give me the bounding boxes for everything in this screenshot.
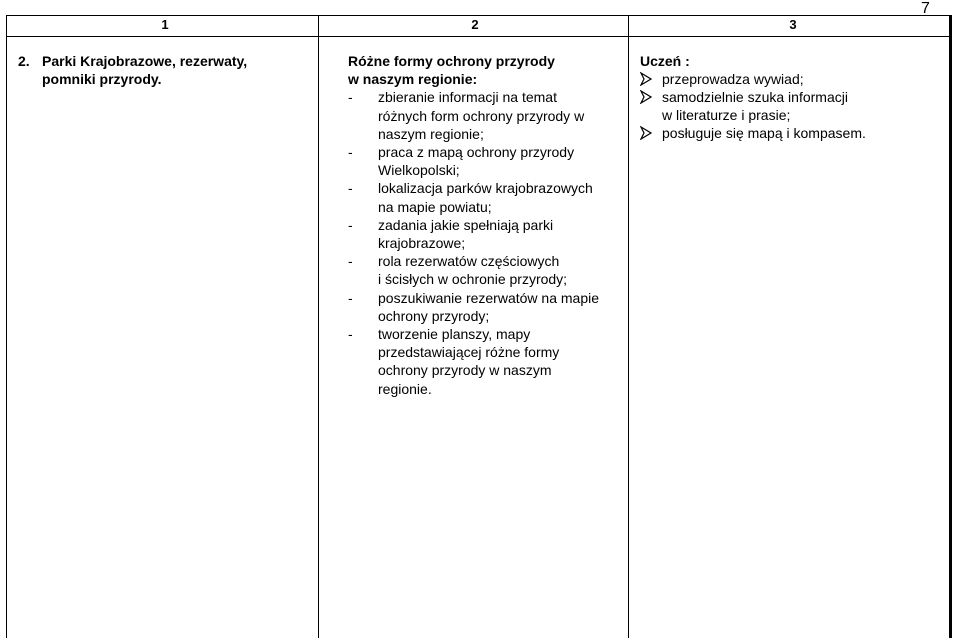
outcome-item [640, 70, 945, 88]
table-right-border [949, 15, 952, 638]
outcomes-cell [640, 52, 945, 142]
activity-item-line: naszym regionie; [378, 125, 484, 142]
activity-item-line: zadania jakie spełniają parki [378, 216, 554, 233]
activity-item-line: tworzenie planszy, mapy [378, 326, 531, 343]
activities-heading-line-1: Różne formy ochrony przyrody [348, 53, 555, 69]
column-header-2: 2 [471, 17, 479, 32]
outcomes-heading: Uczeń : [640, 53, 690, 69]
activity-item-line: różnych form ochrony przyrody w [378, 107, 585, 124]
activities-heading [348, 52, 628, 88]
column-header-1: 1 [161, 17, 169, 32]
activity-item [348, 88, 628, 143]
activity-item-line: przedstawiającej różne formy [378, 344, 560, 361]
activity-item-line: ochrony przyrody; [378, 307, 490, 324]
topic-number: 2. [18, 53, 30, 69]
activity-item-line: Wielkopolski; [378, 162, 460, 179]
dash-bullet: - [348, 326, 353, 343]
column-header-3: 3 [789, 17, 797, 32]
activity-item [348, 216, 628, 252]
activity-item [348, 179, 628, 215]
activities-list [348, 88, 628, 397]
activity-item-line: poszukiwanie rezerwatów na mapie [378, 289, 599, 306]
arrowhead-bullet-icon [640, 72, 652, 86]
activity-item-line: na mapie powiatu; [378, 198, 492, 215]
activity-item [348, 325, 628, 398]
topic-cell [18, 52, 308, 88]
topic-title-line-1: Parki Krajobrazowe, rezerwaty, [42, 53, 248, 69]
dash-bullet: - [348, 144, 353, 161]
column-divider-1 [318, 15, 319, 638]
arrowhead-bullet-icon [640, 126, 652, 140]
outcome-item-line: w literaturze i prasie; [662, 107, 791, 123]
outcome-item-line: przeprowadza wywiad; [662, 71, 804, 87]
outcome-item [640, 88, 945, 124]
activity-item [348, 143, 628, 179]
dash-bullet: - [348, 216, 353, 233]
activity-item-line: regionie. [378, 380, 432, 397]
topic-title-line-2: pomniki przyrody. [42, 71, 162, 87]
activity-item-line: i ścisłych w ochronie przyrody; [378, 271, 568, 288]
activity-item-line: lokalizacja parków krajobrazowych [378, 180, 593, 197]
activities-cell [348, 52, 628, 398]
activity-item [348, 252, 628, 288]
page-number: 7 [921, 0, 930, 17]
outcomes-list [640, 70, 945, 142]
dash-bullet: - [348, 253, 353, 270]
dash-bullet: - [348, 289, 353, 306]
header-row-divider [6, 36, 952, 37]
activity-item [348, 289, 628, 325]
outcome-item-line: samodzielnie szuka informacji [662, 89, 848, 105]
outcome-item-line: posługuje się mapą i kompasem. [662, 125, 866, 141]
activities-heading-line-2: w naszym regionie: [348, 71, 478, 88]
activity-item-line: praca z mapą ochrony przyrody [378, 144, 575, 161]
column-divider-2 [628, 15, 629, 638]
activity-item-line: ochrony przyrody w naszym [378, 362, 552, 379]
activity-item-line: rola rezerwatów częściowych [378, 253, 560, 270]
outcome-item [640, 124, 945, 142]
activity-item-line: krajobrazowe; [378, 235, 466, 252]
activity-item-line: zbieranie informacji na temat [378, 89, 557, 106]
dash-bullet: - [348, 89, 353, 106]
arrowhead-bullet-icon [640, 90, 652, 104]
topic-line-1 [18, 52, 308, 70]
dash-bullet: - [348, 180, 353, 197]
